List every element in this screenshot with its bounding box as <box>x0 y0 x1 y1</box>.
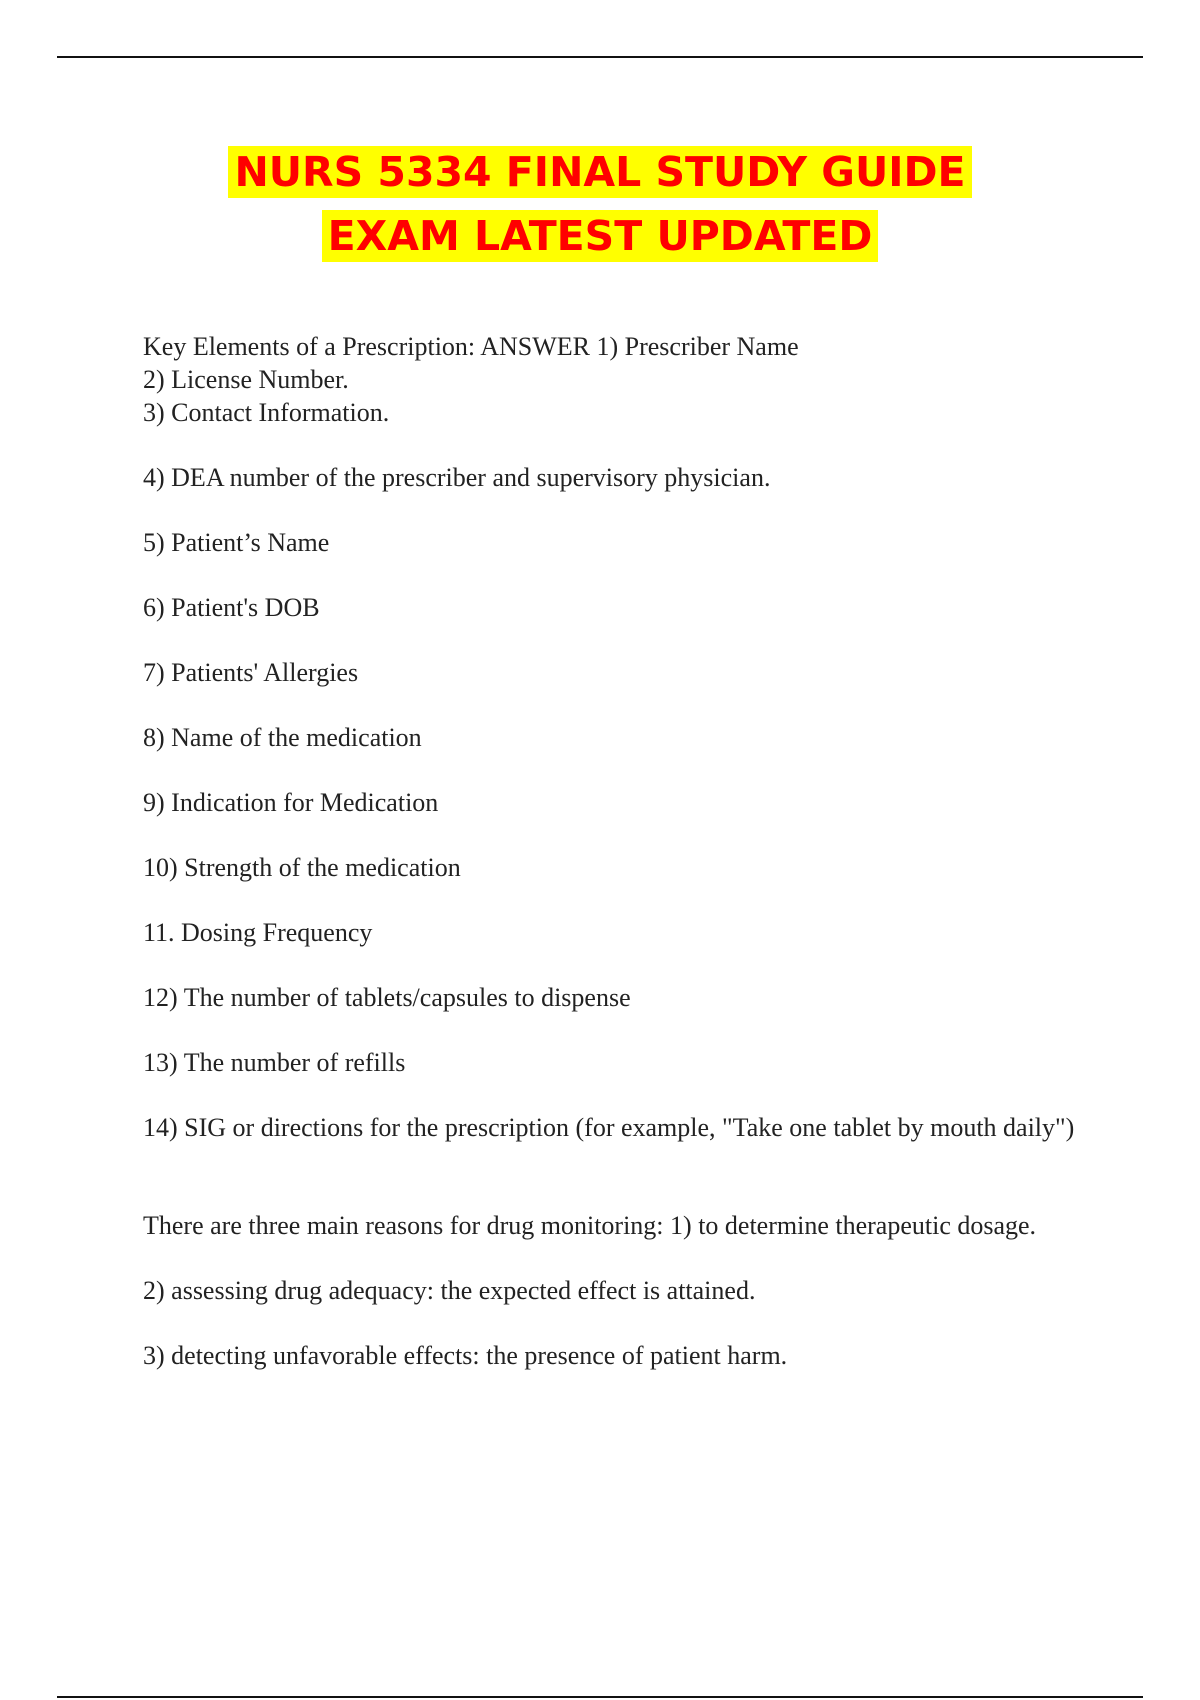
prescription-item: 14) SIG or directions for the prescription (for example, "Take one tablet by mouth daily") <box>143 1113 1075 1142</box>
prescription-item: 11. Dosing Frequency <box>143 918 373 947</box>
title-line-2: EXAM LATEST UPDATED <box>322 210 879 262</box>
prescription-item: 12) The number of tablets/capsules to dispense <box>143 983 631 1012</box>
document-body <box>143 330 1093 1372</box>
prescription-item: 3) Contact Information. <box>143 398 390 427</box>
prescription-intro: Key Elements of a Prescription: ANSWER 1) Prescriber Name <box>143 332 799 361</box>
title-line-1: NURS 5334 FINAL STUDY GUIDE <box>228 146 971 198</box>
prescription-item: 10) Strength of the medication <box>143 853 461 882</box>
prescription-item: 4) DEA number of the prescriber and supervisory physician. <box>143 463 771 492</box>
prescription-item: 2) License Number. <box>143 365 349 394</box>
prescription-item: 8) Name of the medication <box>143 723 422 752</box>
document-title <box>0 140 1200 268</box>
prescription-item: 13) The number of refills <box>143 1048 406 1077</box>
prescription-item: 9) Indication for Medication <box>143 788 439 817</box>
prescription-item: 7) Patients' Allergies <box>143 658 359 687</box>
bottom-rule <box>57 1696 1143 1698</box>
prescription-item: 6) Patient's DOB <box>143 593 320 622</box>
top-rule <box>57 56 1143 58</box>
prescription-item: 5) Patient’s Name <box>143 528 330 557</box>
monitoring-intro: There are three main reasons for drug monitoring: 1) to determine therapeutic dosage. <box>143 1211 1037 1240</box>
monitoring-item: 3) detecting unfavorable effects: the presence of patient harm. <box>143 1341 788 1370</box>
monitoring-item: 2) assessing drug adequacy: the expected effect is attained. <box>143 1276 756 1305</box>
